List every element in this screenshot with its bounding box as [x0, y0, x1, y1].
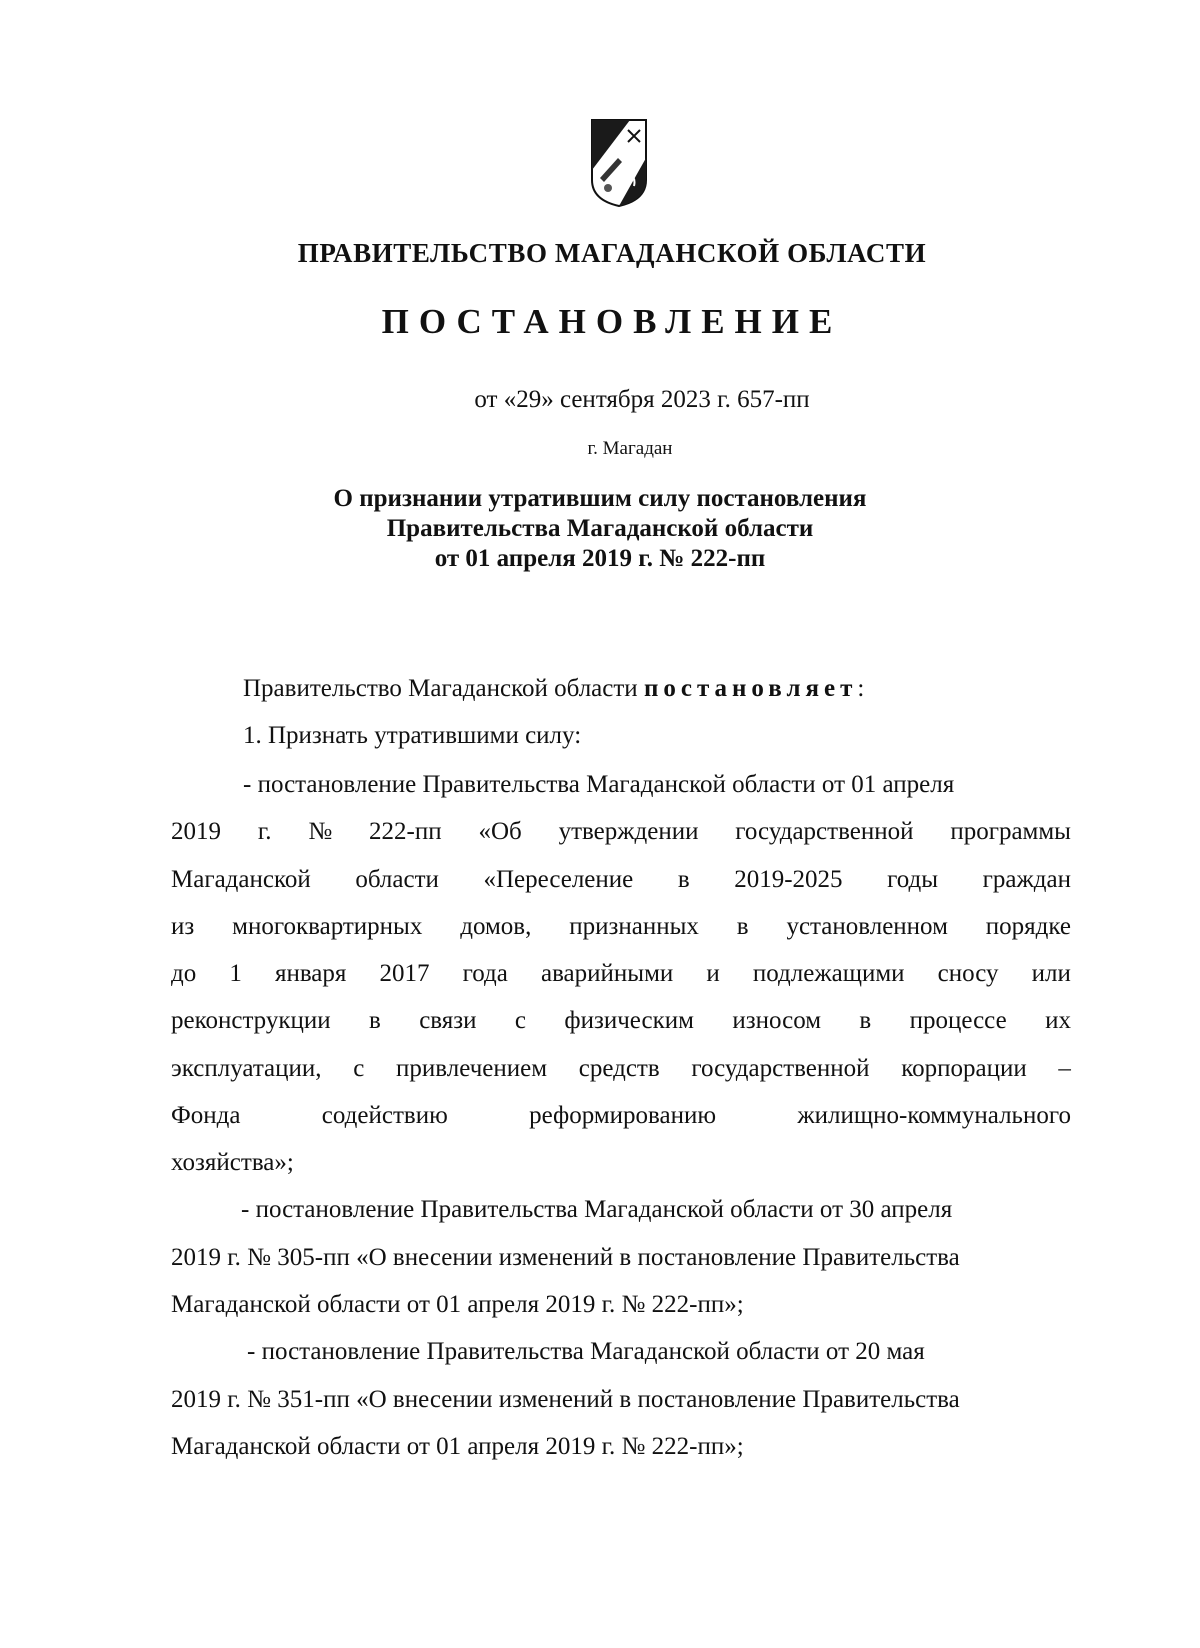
paragraph-1-line: - постановление Правительства Магаданской области от 01 апреля: [243, 771, 955, 798]
intro-paragraph: [243, 675, 1143, 709]
document-city: г. Магадан: [587, 438, 673, 459]
paragraph-1-line: из многоквартирных домов, признанных в установленном порядке: [171, 913, 1071, 940]
subject-line: от 01 апреля 2019 г. № 222-пп: [434, 545, 766, 572]
paragraph-1-line: Фонда содействию реформированию жилищно-коммунального: [171, 1102, 1071, 1129]
document-subject: [0, 484, 1200, 574]
paragraph-1-line: Магаданской области «Переселение в 2019-2025 годы граждан: [171, 866, 1071, 893]
paragraph-1-line: эксплуатации, с привлечением средств государственной корпорации –: [171, 1055, 1071, 1082]
paragraph-2-line: 2019 г. № 305-пп «О внесении изменений в постановление Правительства: [171, 1244, 960, 1271]
paragraph-2-line: Магаданской области от 01 апреля 2019 г. № 222-пп»;: [171, 1291, 744, 1318]
coat-of-arms-emblem: [590, 118, 648, 208]
government-title: ПРАВИТЕЛЬСТВО МАГАДАНСКОЙ ОБЛАСТИ: [297, 238, 927, 268]
subject-line: Правительства Магаданской области: [386, 515, 814, 542]
document-type: ПОСТАНОВЛЕНИЕ: [381, 302, 843, 341]
decree-word: постановляет: [643, 675, 858, 702]
paragraph-1-line: до 1 января 2017 года аварийными и подлежащими сносу или: [171, 960, 1071, 987]
paragraph-2-line: - постановление Правительства Магаданской области от 30 апреля: [241, 1196, 953, 1223]
paragraph-3-line: 2019 г. № 351-пп «О внесении изменений в постановление Правительства: [171, 1386, 960, 1413]
subject-line: О признании утратившим силу постановления: [333, 485, 867, 512]
intro-colon: :: [857, 675, 865, 702]
paragraph-3-line: - постановление Правительства Магаданской области от 20 мая: [247, 1338, 925, 1365]
item-1: 1. Признать утратившими силу:: [243, 722, 582, 749]
document-date-number: от «29» сентября 2023 г. 657-пп: [474, 386, 810, 413]
intro-text: Правительство Магаданской области: [243, 675, 638, 702]
paragraph-1-line: хозяйства»;: [171, 1149, 294, 1176]
paragraph-3-line: Магаданской области от 01 апреля 2019 г. № 222-пп»;: [171, 1433, 744, 1460]
paragraph-1-line: реконструкции в связи с физическим износом в процессе их: [171, 1007, 1071, 1034]
paragraph-1-line: 2019 г. № 222-пп «Об утверждении государственной программы: [171, 818, 1071, 845]
